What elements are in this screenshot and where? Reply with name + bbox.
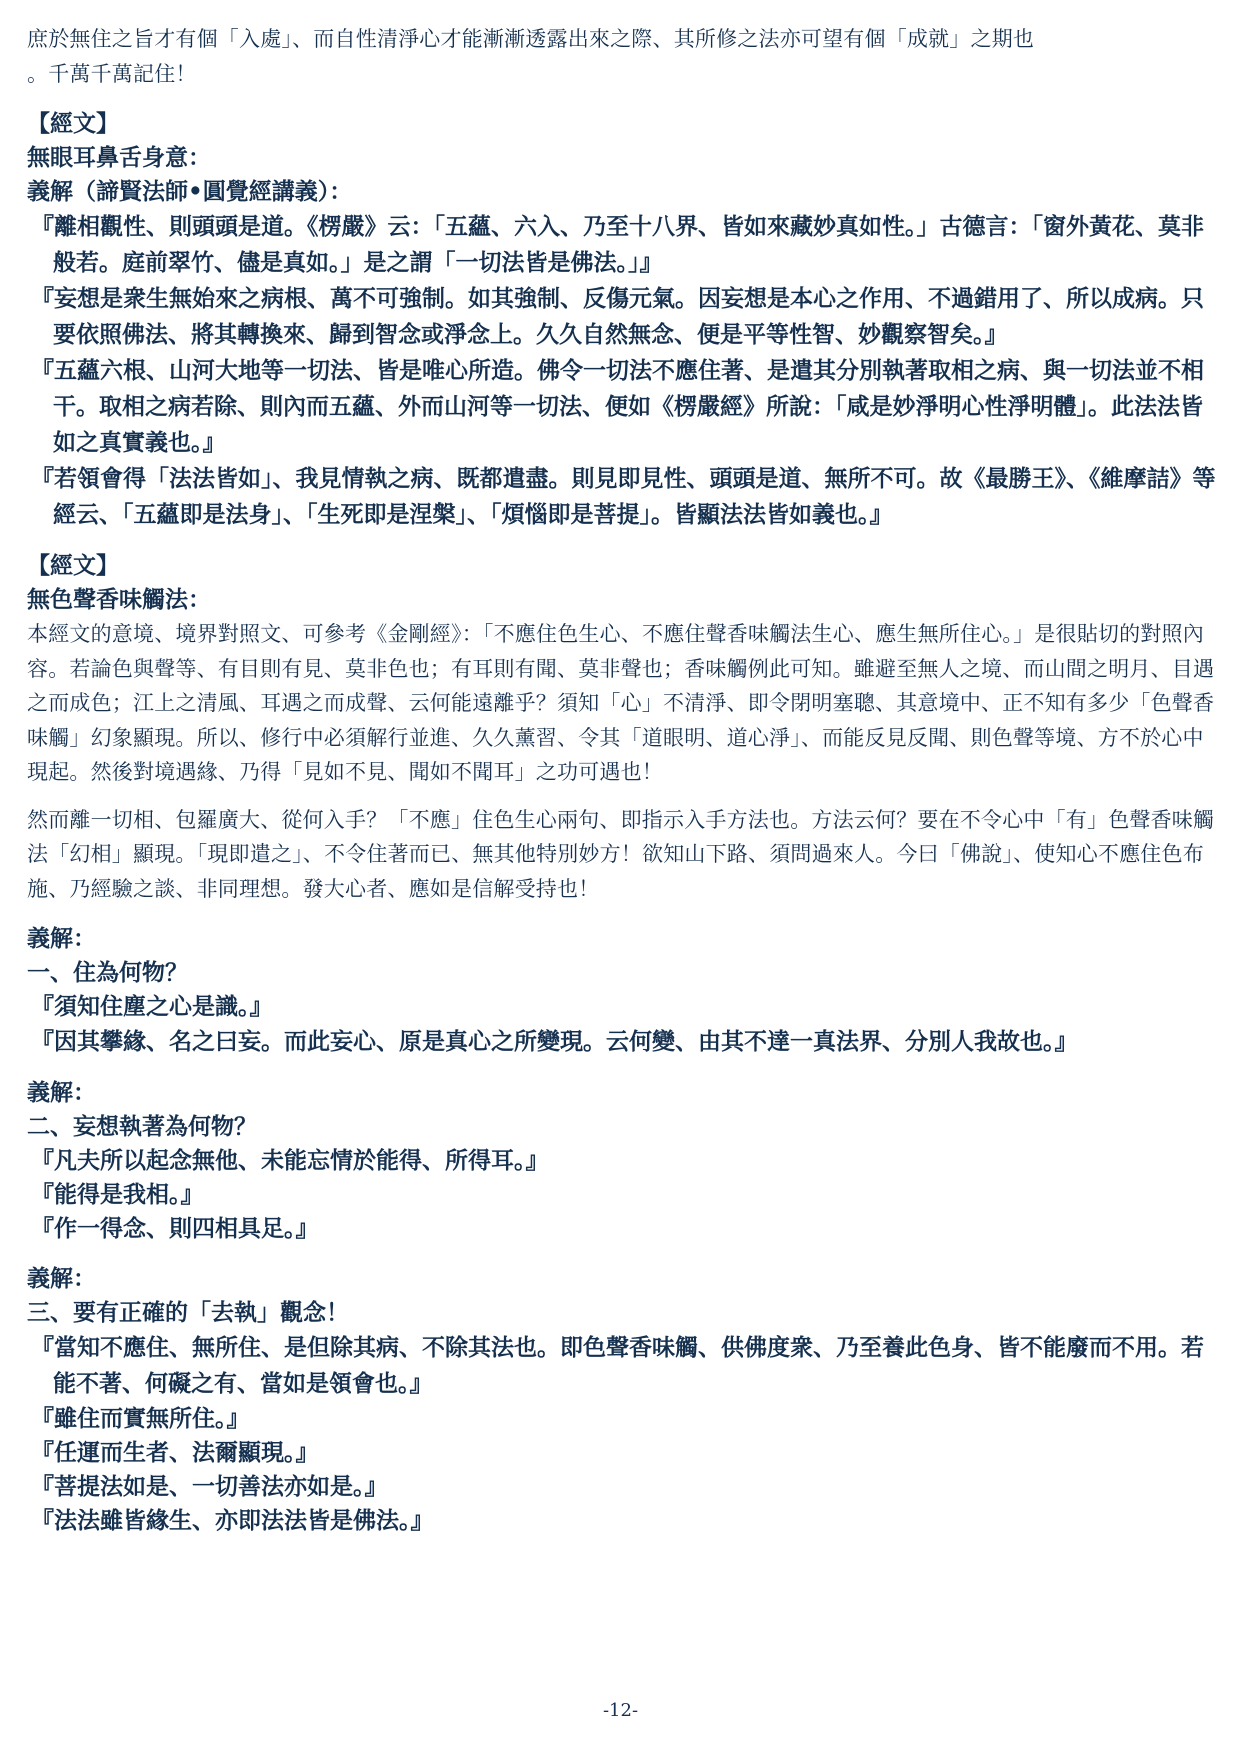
yijie2-label: 義解： xyxy=(27,1079,96,1106)
yijie1-label: 義解： xyxy=(27,925,96,952)
page-number: -12- xyxy=(602,1700,639,1721)
yijie3-quote-2: 『雖住而實無所住。』 xyxy=(31,1405,250,1432)
section1-quote-3: 『五蘊六根、山河大地等一切法、皆是唯心所造。佛令一切法不應住著、是遣其分別執著取相之病、與一切法並不相干。取相之病若除、則內而五蘊、外而山河等一切法、便如《楞嚴經》所說：「咸是妙淨明心性淨明體」。此法法皆如之真實義也。』 xyxy=(31,357,1204,456)
section2-tag: 【經文】 xyxy=(27,552,119,579)
section2-paragraph-2: 然而離一切相、包羅廣大、從何入手？「不應」住色生心兩句、即指示入手方法也。方法云何？要在不令心中「有」色聲香味觸法「幻相」顯現。「現即遣之」、不令住著而已、無其他特別妙方！欲知山下路、須問過來人。今曰「佛說」、使知心不應住色布施、乃經驗之談、非同理想。發大心者、應如是信解受持也！ xyxy=(27,807,1215,901)
intro-line-1: 庶於無住之旨才有個「入處」、而自性清淨心才能漸漸透露出來之際、其所修之法亦可望有個「成就」之期也 xyxy=(27,27,1035,51)
document-body xyxy=(27,22,1222,1538)
yijie1-quote-2: 『因其攀緣、名之曰妄。而此妄心、原是真心之所變現。云何變、由其不達一真法界、分別人我故也。』 xyxy=(31,1028,1078,1055)
section1-quote-4: 『若領會得「法法皆如」、我見情執之病、既都遣盡。則見即見性、頭頭是道、無所不可。故《最勝王》、《維摩詰》等經云、「五蘊即是法身」、「生死即是涅槃」、「煩惱即是菩提」。皆顯法法皆如義也。』 xyxy=(31,465,1216,528)
yijie3-quote-3: 『任運而生者、法爾顯現。』 xyxy=(31,1439,319,1466)
yijie2-quote-1: 『凡夫所以起念無他、未能忘情於能得、所得耳。』 xyxy=(31,1147,549,1174)
yijie3-quote-4: 『菩提法如是、一切善法亦如是。』 xyxy=(31,1473,388,1500)
section1-quote-1: 『離相觀性、則頭頭是道。《楞嚴》云：「五蘊、六入、乃至十八界、皆如來藏妙真如性。」古德言：「窗外黃花、莫非般若。庭前翠竹、儘是真如。」是之謂「一切法皆是佛法。」』 xyxy=(31,213,1204,276)
intro-line-2: 。千萬千萬記住！ xyxy=(27,61,197,86)
section1-tag: 【經文】 xyxy=(27,110,119,137)
yijie1-quote-1: 『須知住塵之心是識。』 xyxy=(31,993,273,1020)
yijie3-label: 義解： xyxy=(27,1265,96,1292)
yijie2-quote-2: 『能得是我相。』 xyxy=(31,1181,204,1208)
yijie1-heading: 一、住為何物？ xyxy=(27,959,188,986)
yijie3-quote-1: 『當知不應住、無所住、是但除其病、不除其法也。即色聲香味觸、供佛度衆、乃至養此色身、皆不能廢而不用。若能不著、何礙之有、當如是領會也。』 xyxy=(31,1334,1204,1397)
yijie2-heading: 二、妄想執著為何物？ xyxy=(27,1113,257,1140)
section2-paragraph-1: 本經文的意境、境界對照文、可參考《金剛經》：「不應住色生心、不應住聲香味觸法生心、應生無所住心。」是很貼切的對照內容。若論色與聲等、有目則有見、莫非色也；有耳則有聞、莫非聲也；香味觸例此可知。雖避至無人之境、而山間之明月、目遇之而成色；江上之清風、耳遇之而成聲、云何能遠離乎？須知「心」不清淨、即令閉明塞聰、其意境中、正不知有多少「色聲香味觸」幻象顯現。所以、修行中必須解行並進、久久薰習、令其「道眼明、道心淨」、而能反見反聞、則色聲等境、方不於心中現起。然後對境遇緣、乃得「見如不見、聞如不聞耳」之功可遇也！ xyxy=(27,622,1215,784)
yijie3-heading: 三、要有正確的「去執」觀念！ xyxy=(27,1299,349,1326)
yijie2-quote-3: 『作一得念、則四相具足。』 xyxy=(31,1215,319,1242)
yijie3-quote-5: 『法法雖皆緣生、亦即法法皆是佛法。』 xyxy=(31,1507,434,1534)
section1-commentary-label: 義解（諦賢法師•圓覺經講義）： xyxy=(27,178,353,205)
section1-sutra: 無眼耳鼻舌身意： xyxy=(27,144,211,171)
section2-sutra: 無色聲香味觸法： xyxy=(27,586,211,613)
section1-quote-2: 『妄想是衆生無始來之病根、萬不可強制。如其強制、反傷元氣。因妄想是本心之作用、不過錯用了、所以成病。只要依照佛法、將其轉換來、歸到智念或淨念上。久久自然無念、便是平等性智、妙觀察智矣。』 xyxy=(31,285,1204,348)
